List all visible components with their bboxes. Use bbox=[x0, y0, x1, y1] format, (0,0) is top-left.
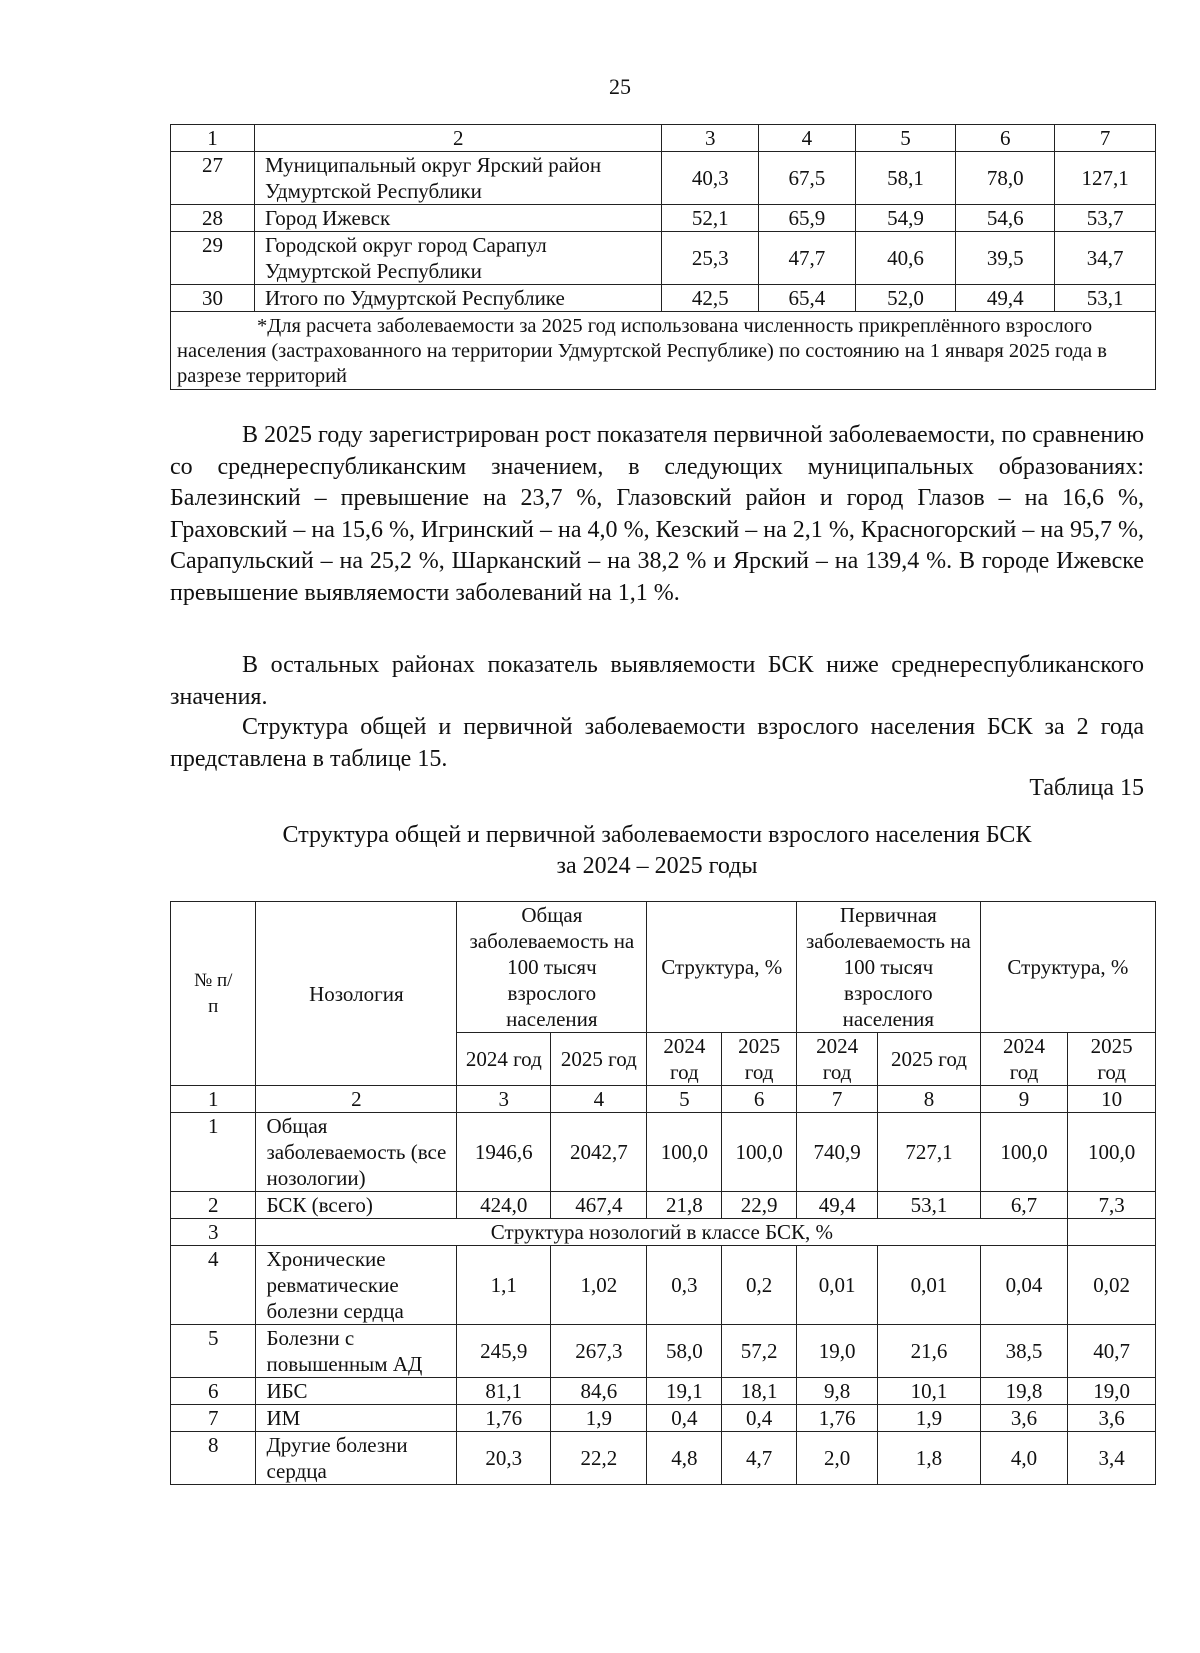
table-cell: 0,4 bbox=[647, 1405, 722, 1432]
nosology-name: ИМ bbox=[256, 1405, 457, 1432]
territory-name: Город Ижевск bbox=[255, 205, 662, 232]
table-cell: 3,6 bbox=[1068, 1405, 1156, 1432]
table-row bbox=[171, 1325, 1156, 1378]
nosology-name: Общая заболеваемость (все нозологии) bbox=[256, 1113, 457, 1192]
column-header-nosology: Нозология bbox=[256, 902, 457, 1086]
territory-name: Итого по Удмуртской Республике bbox=[255, 285, 662, 312]
table-cell: 19,1 bbox=[647, 1378, 722, 1405]
table-cell: 38,5 bbox=[980, 1325, 1068, 1378]
table-cell: 1,9 bbox=[551, 1405, 647, 1432]
table-cell: 3,4 bbox=[1068, 1432, 1156, 1485]
column-number: 3 bbox=[457, 1086, 551, 1113]
table-row bbox=[171, 152, 1156, 205]
table-cell: 52,0 bbox=[855, 285, 956, 312]
table-cell: 2,0 bbox=[797, 1432, 878, 1485]
column-header: 5 bbox=[855, 125, 956, 152]
table-cell: 1,76 bbox=[797, 1405, 878, 1432]
footnote-row bbox=[171, 312, 1156, 390]
section-row bbox=[171, 1219, 1156, 1246]
column-header: 3 bbox=[662, 125, 759, 152]
table-cell bbox=[1068, 1219, 1156, 1246]
table-cell: 4,8 bbox=[647, 1432, 722, 1485]
table-cell: 21,6 bbox=[878, 1325, 981, 1378]
table-cell: 58,1 bbox=[855, 152, 956, 205]
table-label: Таблица 15 bbox=[1029, 775, 1144, 801]
table-cell: 78,0 bbox=[956, 152, 1055, 205]
column-number: 6 bbox=[722, 1086, 797, 1113]
table-cell: 65,9 bbox=[759, 205, 856, 232]
row-number: 5 bbox=[171, 1325, 256, 1378]
year-header: 2024 год bbox=[647, 1033, 722, 1086]
section-title: Структура нозологий в классе БСК, % bbox=[256, 1219, 1068, 1246]
table-cell: 47,7 bbox=[759, 232, 856, 285]
table-cell: 0,2 bbox=[722, 1246, 797, 1325]
row-number: 2 bbox=[171, 1192, 256, 1219]
row-number: 4 bbox=[171, 1246, 256, 1325]
column-number: 10 bbox=[1068, 1086, 1156, 1113]
table-cell: 4,0 bbox=[980, 1432, 1068, 1485]
table-cell: 100,0 bbox=[1068, 1113, 1156, 1192]
table-cell: 21,8 bbox=[647, 1192, 722, 1219]
table-cell: 81,1 bbox=[457, 1378, 551, 1405]
table-cell: 40,3 bbox=[662, 152, 759, 205]
column-header-number: № п/п bbox=[171, 902, 256, 1086]
table-cell: 18,1 bbox=[722, 1378, 797, 1405]
table-cell: 100,0 bbox=[722, 1113, 797, 1192]
table-cell: 0,02 bbox=[1068, 1246, 1156, 1325]
total-row bbox=[171, 285, 1156, 312]
table-cell: 10,1 bbox=[878, 1378, 981, 1405]
table-caption bbox=[170, 820, 1144, 882]
year-header: 2024 год bbox=[457, 1033, 551, 1086]
table-cell: 54,6 bbox=[956, 205, 1055, 232]
column-header-primary: Первичная заболеваемость на 100 тысяч взрослого населения bbox=[797, 902, 981, 1033]
row-number: 7 bbox=[171, 1405, 256, 1432]
table-cell: 0,3 bbox=[647, 1246, 722, 1325]
nosology-table bbox=[170, 901, 1156, 1485]
table-row bbox=[171, 1432, 1156, 1485]
table-cell: 65,4 bbox=[759, 285, 856, 312]
column-header: 6 bbox=[956, 125, 1055, 152]
table-cell: 67,5 bbox=[759, 152, 856, 205]
table-cell: 4,7 bbox=[722, 1432, 797, 1485]
table-row bbox=[171, 1405, 1156, 1432]
column-header: 7 bbox=[1055, 125, 1156, 152]
territory-name: Городской округ город Сарапул Удмуртской Республики bbox=[255, 232, 662, 285]
body-paragraph bbox=[170, 650, 1144, 713]
row-number: 28 bbox=[171, 205, 255, 232]
table-cell: 52,1 bbox=[662, 205, 759, 232]
table-cell: 7,3 bbox=[1068, 1192, 1156, 1219]
column-header-structure: Структура, % bbox=[647, 902, 797, 1033]
caption-line: Структура общей и первичной заболеваемости взрослого населения БСК bbox=[282, 822, 1032, 848]
row-number: 3 bbox=[171, 1219, 256, 1246]
row-number: 6 bbox=[171, 1378, 256, 1405]
table-cell: 467,4 bbox=[551, 1192, 647, 1219]
table-cell: 6,7 bbox=[980, 1192, 1068, 1219]
column-number: 8 bbox=[878, 1086, 981, 1113]
year-header: 2025 год bbox=[722, 1033, 797, 1086]
table-cell: 245,9 bbox=[457, 1325, 551, 1378]
year-header: 2025 год bbox=[551, 1033, 647, 1086]
table-cell: 727,1 bbox=[878, 1113, 981, 1192]
column-number: 4 bbox=[551, 1086, 647, 1113]
table-cell: 25,3 bbox=[662, 232, 759, 285]
row-number: 30 bbox=[171, 285, 255, 312]
table-row bbox=[171, 1246, 1156, 1325]
table-cell: 53,7 bbox=[1055, 205, 1156, 232]
paragraph-text: В 2025 году зарегистрирован рост показателя первичной заболеваемости, по сравнению со среднереспубликанским значением, в следующих муниципальных образованиях: Балезинский – превышение на 23,7 %, Глазовский район и город Глазов – на 16,6 %, Граховский – на 15,6 %, Игринский – на 4,0 %, Кезский – на 2,1 %, Красногорский – на 95,7 %, Сарапульский – на 25,2 %, Шарканский – на 38,2 % и Ярский – на 139,4 %. В городе Ижевске превышение выявляемости заболеваний на 1,1 %. bbox=[170, 422, 1145, 606]
table-cell: 3,6 bbox=[980, 1405, 1068, 1432]
column-header: 2 bbox=[255, 125, 662, 152]
table-cell: 22,2 bbox=[551, 1432, 647, 1485]
table-cell: 42,5 bbox=[662, 285, 759, 312]
table-cell: 267,3 bbox=[551, 1325, 647, 1378]
table-cell: 1,76 bbox=[457, 1405, 551, 1432]
table-cell: 53,1 bbox=[878, 1192, 981, 1219]
table-cell: 49,4 bbox=[956, 285, 1055, 312]
row-number: 1 bbox=[171, 1113, 256, 1192]
caption-line: за 2024 – 2025 годы bbox=[556, 853, 758, 879]
row-number: 29 bbox=[171, 232, 255, 285]
column-header-structure: Структура, % bbox=[980, 902, 1155, 1033]
table-cell: 740,9 bbox=[797, 1113, 878, 1192]
table-cell: 1,9 bbox=[878, 1405, 981, 1432]
table-cell: 100,0 bbox=[980, 1113, 1068, 1192]
table-cell: 9,8 bbox=[797, 1378, 878, 1405]
nosology-name: Другие болезни сердца bbox=[256, 1432, 457, 1485]
page-number: 25 bbox=[609, 74, 631, 99]
table-cell: 39,5 bbox=[956, 232, 1055, 285]
table-cell: 19,0 bbox=[797, 1325, 878, 1378]
table-cell: 53,1 bbox=[1055, 285, 1156, 312]
header-row bbox=[171, 125, 1156, 152]
table-row bbox=[171, 1192, 1156, 1219]
column-number: 7 bbox=[797, 1086, 878, 1113]
table-row bbox=[171, 205, 1156, 232]
year-header: 2024 год bbox=[797, 1033, 878, 1086]
column-number: 9 bbox=[980, 1086, 1068, 1113]
table-cell: 2042,7 bbox=[551, 1113, 647, 1192]
table-cell: 424,0 bbox=[457, 1192, 551, 1219]
header-row bbox=[171, 902, 1156, 1033]
column-header: 4 bbox=[759, 125, 856, 152]
table-cell: 40,7 bbox=[1068, 1325, 1156, 1378]
nosology-name: Хронические ревматические болезни сердца bbox=[256, 1246, 457, 1325]
year-header: 2025 год bbox=[1068, 1033, 1156, 1086]
column-number-row bbox=[171, 1086, 1156, 1113]
column-header: 1 bbox=[171, 125, 255, 152]
table-cell: 0,04 bbox=[980, 1246, 1068, 1325]
table-cell: 40,6 bbox=[855, 232, 956, 285]
year-header: 2025 год bbox=[878, 1033, 981, 1086]
table-cell: 1,02 bbox=[551, 1246, 647, 1325]
table-cell: 0,01 bbox=[878, 1246, 981, 1325]
table-cell: 34,7 bbox=[1055, 232, 1156, 285]
nosology-name: БСК (всего) bbox=[256, 1192, 457, 1219]
table-cell: 0,4 bbox=[722, 1405, 797, 1432]
table-cell: 54,9 bbox=[855, 205, 956, 232]
column-header-general: Общая заболеваемость на 100 тысяч взрослого населения bbox=[457, 902, 647, 1033]
territory-table bbox=[170, 124, 1156, 390]
nosology-name: Болезни с повышенным АД bbox=[256, 1325, 457, 1378]
table-cell: 57,2 bbox=[722, 1325, 797, 1378]
table-row bbox=[171, 232, 1156, 285]
row-number: 27 bbox=[171, 152, 255, 205]
table-cell: 100,0 bbox=[647, 1113, 722, 1192]
paragraph-text: Структура общей и первичной заболеваемости взрослого населения БСК за 2 года представлена в таблице 15. bbox=[170, 714, 1144, 772]
table-row bbox=[171, 1378, 1156, 1405]
table-cell: 49,4 bbox=[797, 1192, 878, 1219]
column-number: 2 bbox=[256, 1086, 457, 1113]
nosology-name: ИБС bbox=[256, 1378, 457, 1405]
table-cell: 1,1 bbox=[457, 1246, 551, 1325]
table-cell: 0,01 bbox=[797, 1246, 878, 1325]
column-number: 1 bbox=[171, 1086, 256, 1113]
table-cell: 22,9 bbox=[722, 1192, 797, 1219]
table-row bbox=[171, 1113, 1156, 1192]
table-cell: 127,1 bbox=[1055, 152, 1156, 205]
table-cell: 1946,6 bbox=[457, 1113, 551, 1192]
table-cell: 20,3 bbox=[457, 1432, 551, 1485]
table-cell: 58,0 bbox=[647, 1325, 722, 1378]
body-paragraph bbox=[170, 420, 1144, 609]
table-cell: 84,6 bbox=[551, 1378, 647, 1405]
territory-name: Муниципальный округ Ярский район Удмуртской Республики bbox=[255, 152, 662, 205]
year-header: 2024 год bbox=[980, 1033, 1068, 1086]
row-number: 8 bbox=[171, 1432, 256, 1485]
column-number: 5 bbox=[647, 1086, 722, 1113]
paragraph-text: В остальных районах показатель выявляемости БСК ниже среднереспубликанского значения. bbox=[170, 652, 1144, 710]
table-cell: 1,8 bbox=[878, 1432, 981, 1485]
table-cell: 19,8 bbox=[980, 1378, 1068, 1405]
body-paragraph bbox=[170, 712, 1144, 775]
table-cell: 19,0 bbox=[1068, 1378, 1156, 1405]
footnote-text: *Для расчета заболеваемости за 2025 год использована численность прикреплённого взрослого населения (застрахованного на территории Удмуртской Республике) по состоянию на 1 января 2025 года в разрезе территорий bbox=[177, 315, 1107, 387]
table-footnote bbox=[171, 312, 1156, 390]
